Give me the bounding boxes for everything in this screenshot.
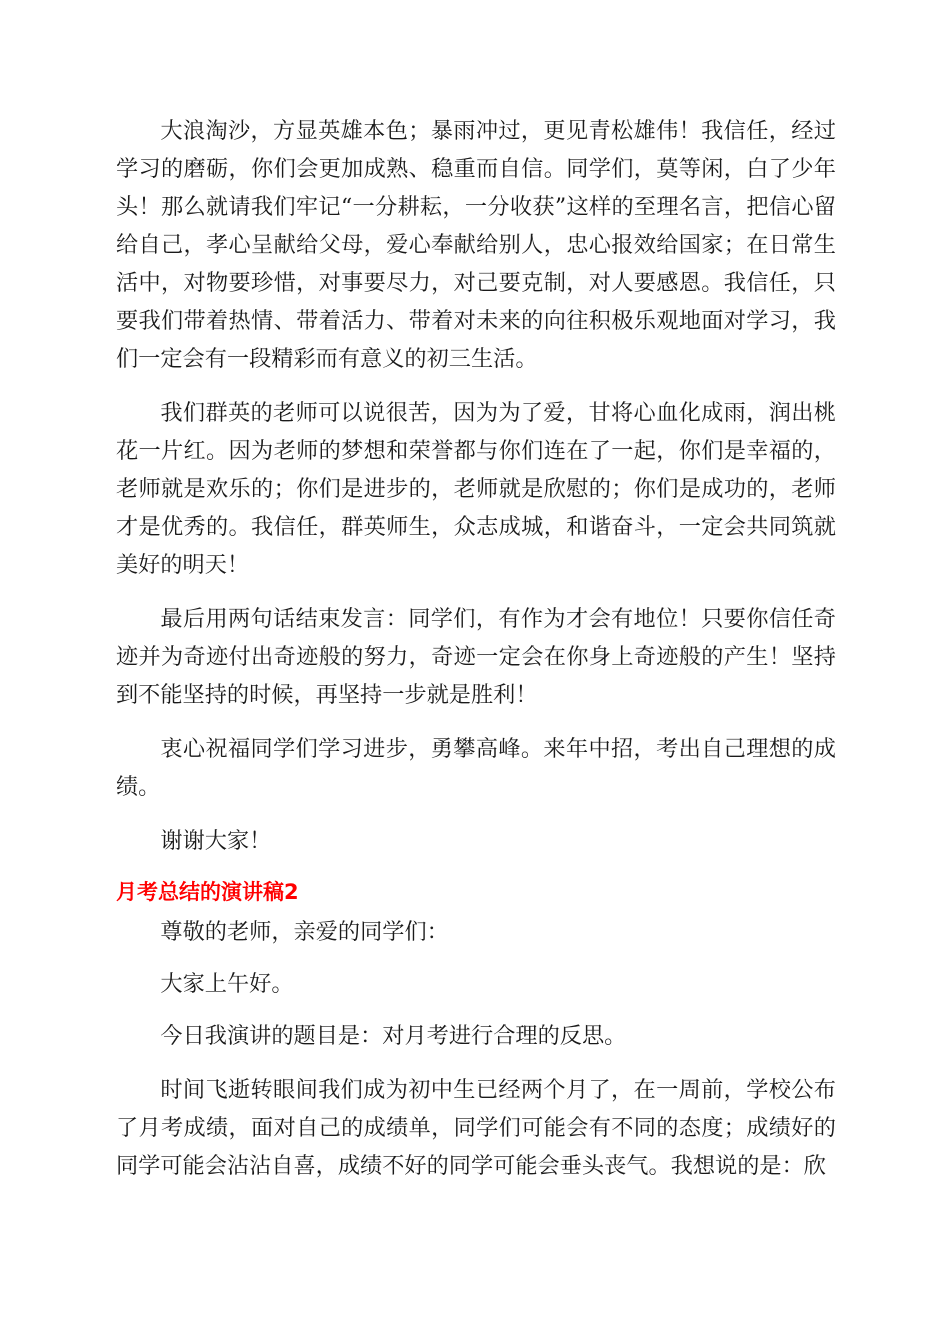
paragraph: 尊敬的老师，亲爱的同学们： (160, 919, 449, 945)
section-heading: 月考总结的演讲稿2 (116, 880, 299, 904)
paragraph: 衷心祝福同学们学习进步，勇攀高峰。来年中招，考出自己理想的成绩。 (116, 736, 836, 800)
paragraph: 时间飞逝转眼间我们成为初中生已经两个月了，在一周前，学校公布了月考成绩，面对自己的成绩单，同学们可能会有不同的态度；成绩好的同学可能会沾沾自喜，成绩不好的同学可能会垂头丧气。我想说的是：欣 (116, 1077, 836, 1179)
paragraph: 谢谢大家！ (160, 828, 272, 854)
document-body (116, 112, 836, 1185)
paragraph: 大浪淘沙，方显英雄本色；暴雨冲过，更见青松雄伟！我信任，经过学习的磨砺，你们会更加成熟、稳重而自信。同学们，莫等闲，白了少年头！那么就请我们牢记“一分耕耘，一分收获”这样的至理名言，把信心留给自己，孝心呈献给父母，爱心奉献给别人，忠心报效给国家；在日常生活中，对物要珍惜，对事要尽力，对己要克制，对人要感恩。我信任，只要我们带着热情、带着活力、带着对未来的向往积极乐观地面对学习，我们一定会有一段精彩而有意义的初三生活。 (116, 118, 836, 372)
paragraph: 大家上午好。 (160, 971, 294, 997)
paragraph: 今日我演讲的题目是：对月考进行合理的反思。 (160, 1023, 627, 1049)
paragraph: 最后用两句话结束发言：同学们，有作为才会有地位！只要你信任奇迹并为奇迹付出奇迹般的努力，奇迹一定会在你身上奇迹般的产生！坚持到不能坚持的时候，再坚持一步就是胜利！ (116, 606, 836, 708)
paragraph: 我们群英的老师可以说很苦，因为为了爱，甘将心血化成雨，润出桃花一片红。因为老师的梦想和荣誉都与你们连在了一起，你们是幸福的，老师就是欢乐的；你们是进步的，老师就是欣慰的；你们是成功的，老师才是优秀的。我信任，群英师生，众志成城，和谐奋斗，一定会共同筑就美好的明天！ (116, 400, 836, 578)
